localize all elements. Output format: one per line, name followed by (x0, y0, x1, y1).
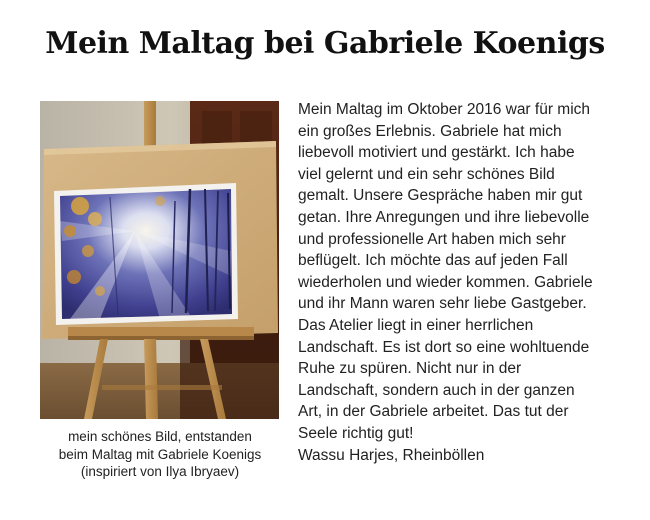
testimonial-line: beflügelt. Ich möchte das auf jeden Fall (298, 252, 568, 270)
testimonial-signature: Wassu Harjes, Rheinböllen (298, 446, 485, 464)
testimonial-line: gemalt. Unsere Gespräche haben mir gut (298, 187, 583, 205)
painting-photo (40, 101, 279, 419)
photo-caption (30, 428, 290, 481)
testimonial-line: ein großes Erlebnis. Gabriele hat mich (298, 122, 562, 140)
testimonial-line: Landschaft, sondern auch in der ganzen (298, 381, 575, 399)
testimonial-line: getan. Ihre Anregungen und ihre liebevolle (298, 208, 590, 226)
testimonial-line: wiederholen und wieder kommen. Gabriele (298, 273, 593, 291)
testimonial-line: Art, in der Gabriele arbeitet. Das tut der (298, 403, 569, 421)
testimonial-line: Das Atelier liegt in einer herrlichen (298, 316, 534, 334)
caption-line: (inspiriert von Ilya Ibryaev) (80, 464, 240, 479)
testimonial-line: viel gelernt und ein sehr schönes Bild (298, 165, 555, 183)
testimonial-line: Ruhe zu spüren. Nicht nur in der (298, 360, 522, 378)
testimonial-line: liebevoll motiviert und gestärkt. Ich habe (298, 144, 575, 162)
testimonial-line: und professionelle Art haben mich sehr (298, 230, 566, 248)
caption-line: mein schönes Bild, entstanden (68, 429, 252, 444)
testimonial-line: Landschaft. Es ist dort so eine wohltuende (298, 338, 590, 356)
testimonial-line: Seele richtig gut! (298, 424, 414, 442)
caption-line: beim Maltag mit Gabriele Koenigs (58, 446, 262, 462)
page-title: Mein Maltag bei Gabriele Koenigs (45, 26, 605, 61)
testimonial-text (298, 99, 628, 466)
testimonial-line: Mein Maltag im Oktober 2016 war für mich (298, 101, 591, 118)
testimonial-line: und ihr Mann waren sehr liebe Gastgeber. (298, 295, 587, 313)
